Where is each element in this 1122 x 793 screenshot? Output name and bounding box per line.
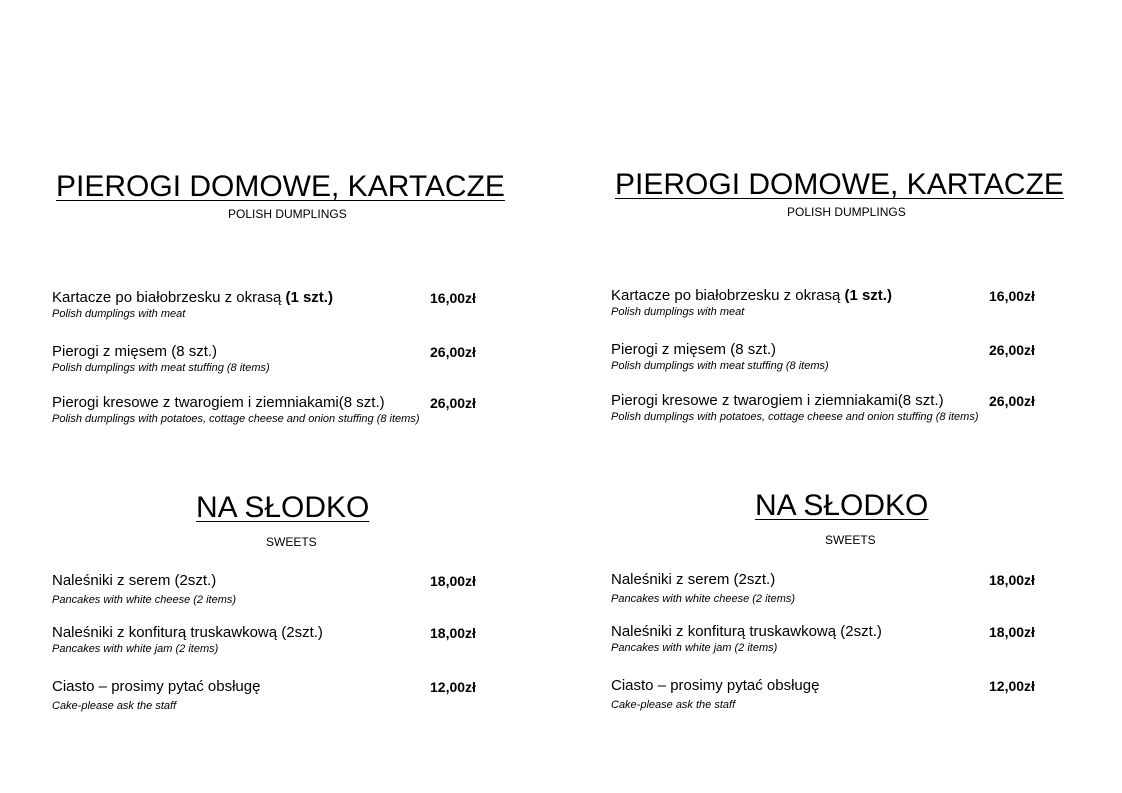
item-price: 16,00zł	[989, 288, 1035, 304]
item-description: Cake-please ask the staff	[611, 699, 736, 711]
dumplings-title: PIEROGI DOMOWE, KARTACZE	[56, 170, 505, 203]
item-description: Pancakes with white jam (2 items)	[611, 642, 778, 654]
item-price: 18,00zł	[430, 625, 476, 641]
item-price: 18,00zł	[430, 573, 476, 589]
sweets-title: NA SŁODKO	[196, 491, 370, 524]
item-price: 18,00zł	[989, 572, 1035, 588]
menu-item	[611, 341, 1051, 373]
item-description: Pancakes with white cheese (2 items)	[52, 594, 237, 606]
item-description: Polish dumplings with potatoes, cottage cheese and onion stuffing (8 items)	[52, 413, 420, 425]
item-name: Naleśniki z serem (2szt.)	[611, 571, 776, 588]
sweets-subtitle: SWEETS	[825, 533, 876, 547]
menu-item	[52, 289, 492, 321]
menu-item	[52, 678, 492, 713]
menu-item	[611, 392, 1051, 424]
item-description: Polish dumplings with potatoes, cottage cheese and onion stuffing (8 items)	[611, 411, 979, 423]
item-description: Polish dumplings with meat	[611, 306, 745, 318]
item-name: Ciasto – prosimy pytać obsługę	[52, 678, 261, 695]
menu-item	[52, 624, 492, 656]
item-description: Polish dumplings with meat	[52, 308, 186, 320]
item-price: 12,00zł	[430, 679, 476, 695]
dumplings-subtitle: POLISH DUMPLINGS	[787, 205, 906, 219]
menu-item	[611, 571, 1051, 606]
item-price: 12,00zł	[989, 678, 1035, 694]
item-description: Pancakes with white jam (2 items)	[52, 643, 219, 655]
item-description: Cake-please ask the staff	[52, 700, 177, 712]
item-price: 26,00zł	[989, 393, 1035, 409]
item-name: Pierogi kresowe z twarogiem i ziemniakami(8 szt.)	[52, 394, 385, 411]
item-name: Naleśniki z konfiturą truskawkową (2szt.)	[611, 623, 882, 640]
item-name: Pierogi kresowe z twarogiem i ziemniakami(8 szt.)	[611, 392, 944, 409]
item-price: 16,00zł	[430, 290, 476, 306]
sweets-subtitle: SWEETS	[266, 535, 317, 549]
item-price: 26,00zł	[430, 344, 476, 360]
item-name: Naleśniki z serem (2szt.)	[52, 572, 217, 589]
dumplings-subtitle: POLISH DUMPLINGS	[228, 207, 347, 221]
menu-item	[611, 677, 1051, 712]
item-name: Pierogi z mięsem (8 szt.)	[52, 343, 218, 360]
item-price: 18,00zł	[989, 624, 1035, 640]
menu-item	[52, 394, 492, 426]
item-name: Ciasto – prosimy pytać obsługę	[611, 677, 820, 694]
item-description: Polish dumplings with meat stuffing (8 items)	[611, 360, 829, 372]
menu-page-left	[0, 0, 560, 793]
item-name: Pierogi z mięsem (8 szt.)	[611, 341, 777, 358]
menu-item	[611, 287, 1051, 319]
item-name: Kartacze po białobrzesku z okrasą (1 szt.)	[611, 287, 892, 304]
dumplings-title: PIEROGI DOMOWE, KARTACZE	[615, 168, 1064, 201]
item-description: Pancakes with white cheese (2 items)	[611, 593, 796, 605]
item-description: Polish dumplings with meat stuffing (8 items)	[52, 362, 270, 374]
sweets-title: NA SŁODKO	[755, 489, 929, 522]
item-name: Naleśniki z konfiturą truskawkową (2szt.)	[52, 624, 323, 641]
item-price: 26,00zł	[989, 342, 1035, 358]
item-name: Kartacze po białobrzesku z okrasą (1 szt.)	[52, 289, 333, 306]
menu-item	[52, 343, 492, 375]
menu-page-right	[559, 0, 1119, 793]
item-price: 26,00zł	[430, 395, 476, 411]
menu-item	[52, 572, 492, 607]
menu-item	[611, 623, 1051, 655]
